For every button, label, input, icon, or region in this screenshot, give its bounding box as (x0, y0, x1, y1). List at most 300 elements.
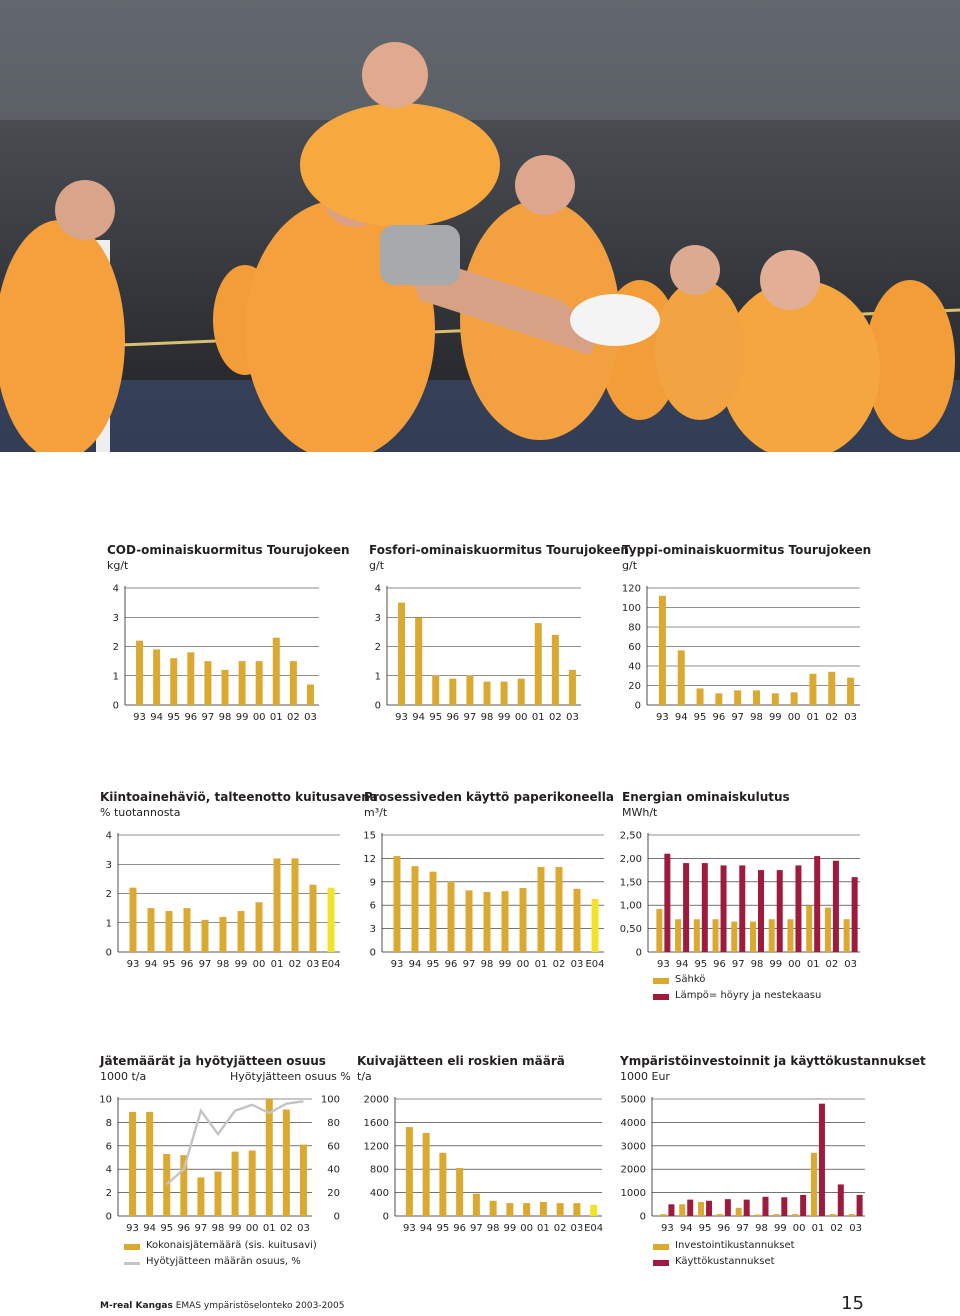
x-tick-label: 02 (830, 1223, 844, 1234)
legend-item (124, 1256, 344, 1272)
x-tick-label: 99 (235, 712, 249, 723)
y-tick-label: 2000 (363, 1094, 389, 1106)
x-tick-label: 02 (548, 712, 562, 723)
x-tick-label: 95 (436, 1223, 450, 1234)
x-tick-label: 97 (194, 1223, 208, 1234)
x-tick-label: 98 (216, 959, 230, 970)
chart-title: Ympäristöinvestoinnit ja käyttökustannukset (620, 1054, 926, 1068)
y-tick-label: 10 (99, 1094, 112, 1106)
chart-plot (622, 543, 862, 728)
chart-process-water (363, 790, 614, 975)
bar (844, 919, 850, 952)
bar (136, 641, 143, 705)
bar (660, 1214, 666, 1216)
legend-label: Investointikustannukset (675, 1240, 795, 1251)
x-tick-label: 97 (736, 1223, 750, 1234)
bar (266, 1099, 273, 1216)
x-tick-label: 98 (211, 1223, 225, 1234)
chart-unit: t/a (357, 1070, 372, 1083)
x-tick-label: 00 (516, 959, 530, 970)
x-tick-label: 94 (143, 1223, 157, 1234)
bar (506, 1203, 513, 1216)
bar (238, 911, 245, 952)
bar (146, 1112, 153, 1216)
x-tick-label: 94 (144, 959, 158, 970)
bar (744, 1200, 750, 1216)
bar (758, 870, 764, 952)
x-tick-label: 96 (184, 712, 198, 723)
x-tick-label: 94 (408, 959, 422, 970)
bar (310, 885, 317, 952)
x-tick-label: 00 (788, 959, 801, 970)
bar (755, 1215, 761, 1216)
y-tick-label: 3000 (620, 1141, 646, 1153)
bar (698, 1202, 704, 1216)
bar (538, 867, 545, 952)
y-tick-label: 1,00 (619, 900, 642, 912)
x-tick-label: 97 (731, 712, 745, 723)
x-tick-label: 01 (806, 712, 820, 723)
y-tick-label: 8 (105, 1117, 112, 1129)
x-tick-label: 95 (429, 712, 443, 723)
chart-legend (653, 1240, 853, 1272)
bar (490, 1201, 497, 1216)
x-tick-label: 95 (694, 959, 708, 970)
x-tick-label: 96 (180, 959, 194, 970)
chart-title: COD-ominaiskuormitus Tourujokeen (107, 543, 350, 557)
bar (828, 672, 835, 705)
bar (573, 1203, 580, 1216)
bar (811, 1153, 817, 1216)
bar (713, 919, 719, 952)
y-tick-label: 0 (374, 700, 381, 712)
bar (668, 1204, 674, 1216)
bar (656, 909, 662, 952)
bar (679, 1204, 685, 1216)
bar (734, 690, 741, 705)
bar (702, 863, 708, 952)
bar (300, 1145, 307, 1216)
x-tick-label: 00 (252, 959, 266, 970)
chart-title: Fosfori-ominaiskuormitus Tourujokeen (369, 543, 629, 557)
bar (292, 858, 299, 952)
x-tick-label: 96 (712, 712, 726, 723)
x-tick-label: 94 (675, 959, 689, 970)
x-tick-label: 02 (553, 1223, 567, 1234)
y2-tick-label: 20 (327, 1188, 340, 1200)
y2-tick-label: 40 (327, 1164, 340, 1176)
bar (715, 693, 722, 705)
y-tick-label: 0 (105, 1211, 112, 1223)
chart-unit: g/t (622, 559, 638, 572)
y-tick-label: 2000 (620, 1164, 646, 1176)
bar (540, 1202, 547, 1216)
x-tick-label: 99 (768, 712, 782, 723)
x-tick-label: 93 (126, 959, 140, 970)
bar (683, 863, 689, 952)
x-tick-label: 95 (693, 712, 707, 723)
chart-plot (100, 790, 345, 975)
bar (328, 888, 335, 952)
bar (769, 919, 775, 952)
chart-waste-amounts (99, 1054, 351, 1274)
y-tick-label: 12 (363, 853, 376, 865)
y-tick-label: 4 (374, 583, 381, 595)
bar (239, 661, 246, 705)
legend-label: Lämpö= höyry ja nestekaasu (675, 990, 822, 1001)
x-tick-label: 03 (844, 712, 857, 723)
bar (501, 682, 508, 705)
bar (222, 670, 229, 705)
y2-tick-label: 60 (327, 1141, 340, 1153)
y-tick-label: 0 (635, 947, 642, 959)
x-tick-label: 99 (503, 1223, 517, 1234)
chart-unit: % tuotannosta (100, 806, 181, 819)
x-tick-label: 99 (773, 1223, 787, 1234)
y-tick-label: 1000 (620, 1188, 646, 1200)
y-tick-label: 2,00 (619, 853, 642, 865)
bar (833, 861, 839, 952)
bar (204, 661, 211, 705)
chart-cod-load (107, 543, 350, 728)
y-tick-label: 1200 (363, 1141, 389, 1153)
y-tick-label: 0 (382, 1211, 389, 1223)
y-tick-label: 4 (105, 1164, 112, 1176)
chart-dry-waste (357, 1054, 607, 1239)
x-tick-label: 03 (849, 1223, 862, 1234)
bar (825, 908, 831, 952)
legend-label: Hyötyjätteen määrän osuus, % (146, 1256, 301, 1267)
bar (220, 917, 227, 952)
bar (675, 919, 681, 952)
bar (394, 856, 401, 952)
y-tick-label: 3 (374, 612, 381, 624)
bar (439, 1153, 446, 1216)
page-number: 15 (841, 1293, 864, 1314)
x-tick-label: 00 (245, 1223, 259, 1234)
x-tick-label: 02 (825, 712, 839, 723)
x-tick-label: 00 (787, 712, 801, 723)
x-tick-label: 01 (262, 1223, 276, 1234)
bar (432, 676, 439, 705)
chart-unit-secondary: Hyötyjätteen osuus % (230, 1070, 351, 1083)
y-tick-label: 4000 (620, 1117, 646, 1129)
chart-title: Energian ominaiskulutus (622, 790, 790, 804)
bar (849, 1214, 855, 1216)
x-tick-label: 97 (201, 712, 215, 723)
chart-plot (100, 1054, 345, 1239)
bar (187, 652, 194, 705)
x-tick-label: 96 (446, 712, 460, 723)
chart-plot (107, 543, 327, 728)
y-tick-label: 3 (112, 612, 119, 624)
chart-plot (620, 1054, 865, 1239)
bar (256, 902, 263, 952)
chart-legend (124, 1240, 344, 1272)
y-tick-label: 0 (634, 700, 641, 712)
bar (523, 1203, 530, 1216)
x-tick-label: 03 (844, 959, 858, 970)
chart-title: Prosessiveden käyttö paperikoneella (364, 790, 614, 804)
x-tick-label: 03 (304, 712, 317, 723)
bar (736, 1208, 742, 1216)
chart-plot (369, 543, 589, 728)
x-tick-label: 00 (252, 712, 266, 723)
x-tick-label: E04 (321, 959, 341, 970)
y2-tick-label: 100 (320, 1094, 340, 1106)
bar (592, 899, 599, 952)
bar (130, 888, 137, 952)
x-tick-label: 01 (537, 1223, 550, 1234)
bar (819, 1104, 825, 1216)
bar (772, 693, 779, 705)
x-tick-label: 93 (661, 1223, 674, 1234)
bar (717, 1214, 723, 1216)
x-tick-label: 01 (806, 959, 820, 970)
x-tick-label: 02 (552, 959, 566, 970)
bar (556, 867, 563, 952)
bar (792, 1214, 798, 1216)
bar (687, 1200, 693, 1216)
bar (678, 650, 685, 705)
x-tick-label: 00 (514, 712, 528, 723)
bar (163, 1154, 170, 1216)
bar (273, 638, 280, 705)
bar (664, 854, 670, 952)
x-tick-label: 93 (656, 712, 669, 723)
x-tick-label: 99 (234, 959, 248, 970)
x-tick-label: 01 (534, 959, 548, 970)
bar (290, 661, 297, 705)
y-tick-label: 0,50 (619, 924, 642, 936)
x-tick-label: 96 (453, 1223, 466, 1234)
x-tick-label: 96 (713, 959, 726, 970)
x-tick-label: 99 (228, 1223, 242, 1234)
y-tick-label: 1600 (363, 1117, 389, 1129)
bar (721, 865, 727, 952)
x-tick-label: 95 (162, 959, 176, 970)
bar (731, 922, 737, 952)
bar (215, 1172, 222, 1216)
x-tick-label: 98 (750, 959, 764, 970)
x-tick-label: 01 (269, 712, 283, 723)
x-tick-label: 93 (390, 959, 404, 970)
y-tick-label: 2 (105, 889, 112, 900)
x-tick-label: 02 (825, 959, 839, 970)
x-tick-label: 94 (412, 712, 426, 723)
legend-swatch-electricity (653, 978, 669, 984)
x-tick-label: 02 (288, 959, 302, 970)
legend-swatch-total-waste (124, 1244, 140, 1250)
x-tick-label: 94 (419, 1223, 433, 1234)
bar (777, 870, 783, 952)
bar (830, 1214, 836, 1216)
bar (466, 890, 473, 952)
chart-plot (619, 790, 862, 975)
x-tick-label: 98 (750, 712, 763, 723)
x-tick-label: E04 (585, 959, 605, 970)
bar (725, 1199, 731, 1216)
y-tick-label: 6 (105, 1141, 112, 1153)
bar (809, 674, 816, 705)
chart-title: Kuivajätteen eli roskien määrä (357, 1054, 565, 1068)
x-tick-label: 03 (297, 1223, 310, 1234)
x-tick-label: 94 (679, 1223, 693, 1234)
x-tick-label: 95 (698, 1223, 712, 1234)
y2-tick-label: 0 (333, 1211, 340, 1223)
legend-swatch-investment (653, 1244, 669, 1250)
chart-phosphorus-load (369, 543, 629, 728)
x-tick-label: 95 (426, 959, 440, 970)
bar (256, 661, 263, 705)
bar (781, 1197, 787, 1216)
bar (406, 1127, 413, 1216)
bar (852, 877, 858, 952)
y-tick-label: 1 (112, 671, 119, 683)
chart-environmental-investments (620, 1054, 926, 1269)
y-tick-label: 9 (369, 877, 376, 889)
x-tick-label: 96 (444, 959, 458, 970)
y-tick-label: 0 (639, 1211, 646, 1223)
x-tick-label: 97 (463, 712, 477, 723)
chart-nitrogen-load (621, 543, 872, 728)
chart-title: Jätemäärät ja hyötyjätteen osuus (100, 1054, 326, 1068)
legend-item (653, 974, 853, 990)
chart-unit: 1000 Eur (620, 1070, 670, 1083)
x-tick-label: 98 (218, 712, 232, 723)
bar (795, 865, 801, 952)
bar (753, 690, 760, 705)
bar (456, 1168, 463, 1216)
bar (750, 922, 756, 952)
y-tick-label: 2 (374, 642, 381, 653)
y-tick-label: 40 (628, 661, 641, 673)
x-tick-label: 95 (160, 1223, 174, 1234)
x-tick-label: 02 (286, 712, 300, 723)
bar (466, 676, 473, 705)
x-tick-label: 97 (198, 959, 212, 970)
y-tick-label: 800 (369, 1164, 389, 1176)
bar (484, 892, 491, 952)
bar (249, 1150, 256, 1216)
y-tick-label: 0 (369, 947, 376, 959)
team-photo-illustration (0, 0, 960, 452)
y-tick-label: 3 (369, 924, 376, 936)
x-tick-label: 93 (133, 712, 146, 723)
x-tick-label: 97 (470, 1223, 483, 1234)
x-tick-label: 98 (480, 959, 494, 970)
chart-legend (653, 974, 853, 1006)
y-tick-label: 2,50 (619, 830, 642, 842)
x-tick-label: 00 (792, 1223, 806, 1234)
bar (449, 679, 456, 705)
chart-title: Typpi-ominaiskuormitus Tourujokeen (622, 543, 872, 557)
x-tick-label: 02 (279, 1223, 293, 1234)
x-tick-label: 99 (769, 959, 783, 970)
bar (739, 865, 745, 952)
legend-item (124, 1240, 344, 1256)
y-tick-label: 2 (112, 642, 119, 653)
legend-item (653, 1256, 853, 1272)
bar (773, 1214, 779, 1216)
bar (800, 1195, 806, 1216)
y-tick-label: 4 (105, 830, 112, 842)
bar (697, 688, 704, 705)
bar (557, 1203, 564, 1216)
bar (166, 911, 173, 952)
bar (590, 1205, 597, 1216)
y-tick-label: 1 (374, 671, 381, 683)
legend-label: Käyttökustannukset (675, 1256, 775, 1267)
bar (423, 1133, 430, 1216)
bar (787, 919, 793, 952)
document-name: EMAS ympäristöselonteko 2003-2005 (175, 1301, 345, 1311)
y-tick-label: 0 (112, 700, 119, 712)
x-tick-label: 98 (755, 1223, 768, 1234)
bar (518, 679, 525, 705)
bar (574, 889, 581, 952)
y-tick-label: 2 (105, 1188, 112, 1200)
bar (535, 623, 542, 705)
bar (814, 856, 820, 952)
bar (659, 596, 666, 705)
bar (448, 882, 455, 952)
bar (415, 617, 422, 705)
bar (197, 1177, 204, 1216)
y-tick-label: 3 (105, 859, 112, 871)
y-tick-label: 100 (621, 603, 641, 614)
bar (520, 888, 527, 952)
y2-tick-label: 80 (327, 1117, 340, 1129)
x-tick-label: 93 (395, 712, 408, 723)
x-tick-label: 01 (270, 959, 284, 970)
y-tick-label: 1,50 (619, 877, 642, 889)
chart-title: Kiintoainehäviö, talteenotto kuitusavena (100, 790, 378, 804)
bar (838, 1184, 844, 1216)
bar (430, 872, 437, 952)
y-tick-label: 400 (369, 1188, 389, 1200)
legend-item (653, 1240, 853, 1256)
x-tick-label: 03 (570, 1223, 584, 1234)
bar (473, 1194, 480, 1216)
x-tick-label: 98 (486, 1223, 500, 1234)
y-tick-label: 15 (363, 830, 376, 842)
chart-unit: m³/t (364, 806, 388, 819)
x-tick-label: 03 (566, 712, 579, 723)
bar (694, 919, 700, 952)
x-tick-label: 93 (403, 1223, 416, 1234)
x-tick-label: 99 (497, 712, 511, 723)
chart-unit: MWh/t (622, 806, 658, 819)
x-tick-label: 99 (498, 959, 512, 970)
bar (847, 678, 854, 705)
chart-energy-consumption (619, 790, 862, 1005)
x-tick-label: 97 (731, 959, 745, 970)
bar (484, 682, 491, 705)
x-tick-label: 97 (462, 959, 476, 970)
y-tick-label: 6 (369, 900, 376, 912)
x-tick-label: 98 (480, 712, 494, 723)
chart-unit: 1000 t/a (100, 1070, 147, 1083)
team-photo (0, 0, 960, 452)
chart-unit: g/t (369, 559, 385, 572)
x-tick-label: 94 (674, 712, 688, 723)
bar (398, 603, 405, 705)
y-tick-label: 60 (628, 642, 641, 653)
bar (153, 649, 160, 705)
footer-brand (100, 1301, 344, 1311)
bar (283, 1110, 290, 1216)
